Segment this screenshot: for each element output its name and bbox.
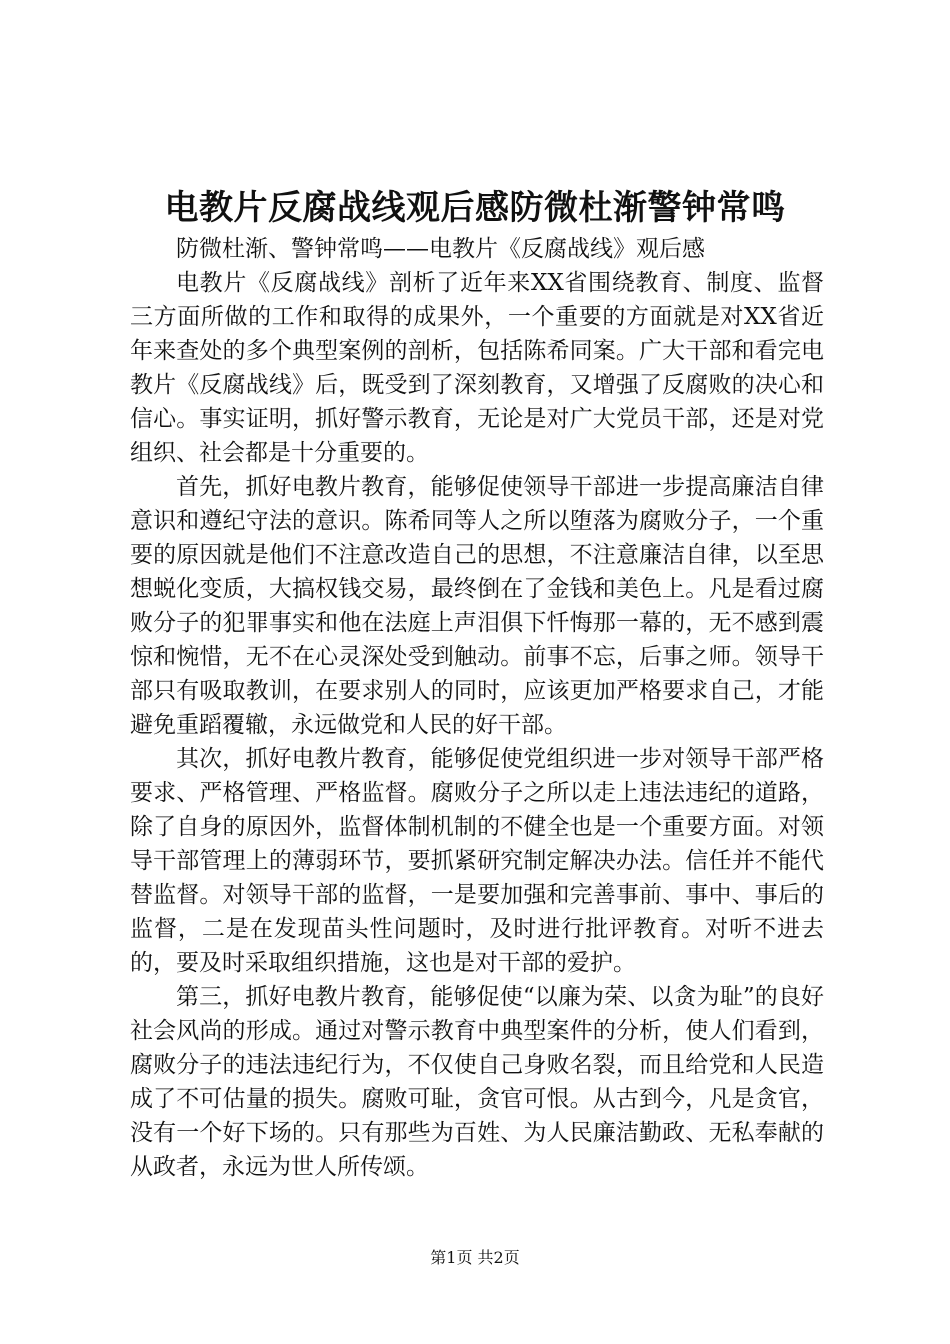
- document-subtitle: 防微杜渐、警钟常鸣——电教片《反腐战线》观后感: [176, 236, 705, 262]
- document-body: [130, 232, 824, 1184]
- page-number-footer: 第1页 共2页: [430, 1248, 520, 1267]
- paragraph-third: 第三，抓好电教片教育，能够促使“以廉为荣、以贪为耻”的良好社会风尚的形成。通过对警示教育中典型案件的分析，使人们看到，腐败分子的违法违纪行为，不仅使自己身败名裂，而且给党和人民造成了不可估量的损失。腐败可耻，贪官可恨。从古到今，凡是贪官，没有一个好下场的。只有那些为百姓、为人民廉洁勤政、无私奉献的从政者，永远为世人所传颂。: [130, 984, 824, 1180]
- paragraph-intro: 电教片《反腐战线》剖析了近年来XX省围绕教育、制度、监督三方面所做的工作和取得的成果外，一个重要的方面就是对XX省近年来查处的多个典型案例的剖析，包括陈希同案。广大干部和看完电教片《反腐战线》后，既受到了深刻教育，又增强了反腐败的决心和信心。事实证明，抓好警示教育，无论是对广大党员干部，还是对党组织、社会都是十分重要的。: [130, 270, 824, 466]
- document-title: 电教片反腐战线观后感防微杜渐警钟常鸣: [164, 188, 786, 228]
- paragraph-second: 其次，抓好电教片教育，能够促使党组织进一步对领导干部严格要求、严格管理、严格监督。腐败分子之所以走上违法违纪的道路，除了自身的原因外，监督体制机制的不健全也是一个重要方面。对领导干部管理上的薄弱环节，要抓紧研究制定解决办法。信任并不能代替监督。对领导干部的监督，一是要加强和完善事前、事中、事后的监督，二是在发现苗头性问题时，及时进行批评教育。对听不进去的，要及时采取组织措施，这也是对干部的爱护。: [130, 746, 824, 976]
- paragraph-first: 首先，抓好电教片教育，能够促使领导干部进一步提高廉洁自律意识和遵纪守法的意识。陈希同等人之所以堕落为腐败分子，一个重要的原因就是他们不注意改造自己的思想，不注意廉洁自律，以至思想蜕化变质，大搞权钱交易，最终倒在了金钱和美色上。凡是看过腐败分子的犯罪事实和他在法庭上声泪俱下忏悔那一幕的，无不感到震惊和惋惜，无不在心灵深处受到触动。前事不忘，后事之师。领导干部只有吸取教训，在要求别人的同时，应该更加严格要求自己，才能避免重蹈覆辙，永远做党和人民的好干部。: [130, 474, 824, 738]
